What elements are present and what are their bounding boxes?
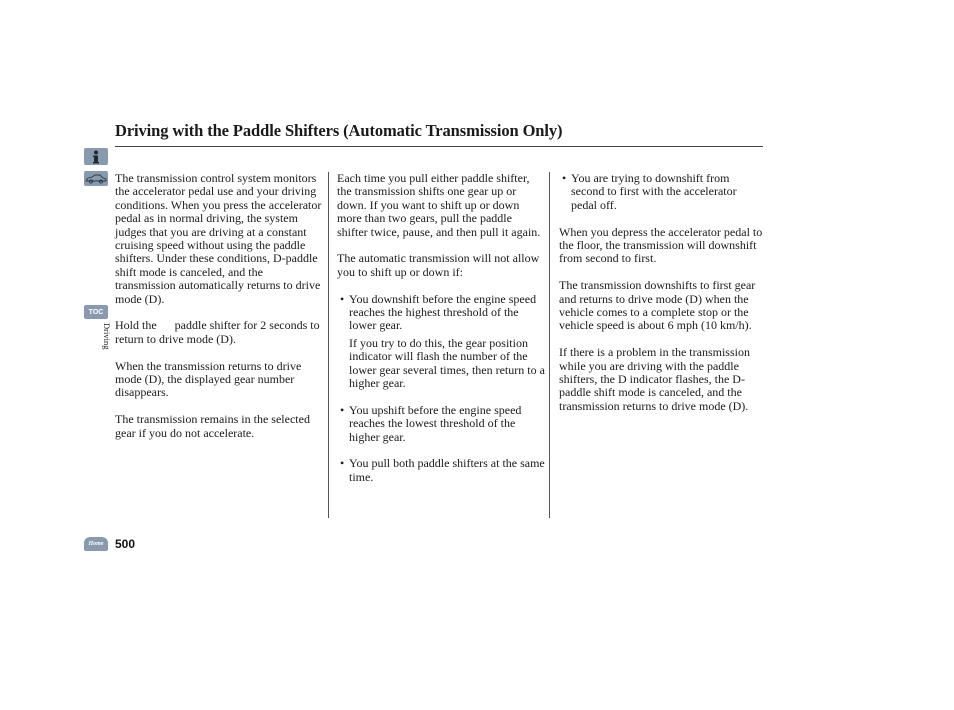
vehicle-index-button[interactable] — [84, 171, 108, 186]
bullet-marker: • — [340, 291, 345, 306]
column-3 — [559, 172, 765, 427]
paragraph: Each time you pull either paddle shifter, the transmission shifts one gear up or down. If you want to shift up or down more than two gears, pull the paddle shifter twice, pause, and then pull it again. — [337, 171, 541, 239]
info-button[interactable] — [84, 148, 108, 165]
paragraph: If there is a problem in the transmission while you are driving with the paddle shifters, the D indicator flashes, the D-paddle shift mode is canceled, and the transmission returns to drive mode (D). — [559, 345, 750, 413]
paragraph: The transmission control system monitors the accelerator pedal use and your driving conditions. When you press the accelerator pedal as in normal driving, the system judges that you are driving at a constant cruising speed without using the paddle shifters. Under these conditions, D-paddle shift mode is canceled, and the transmission automatically returns to drive mode (D). — [115, 171, 322, 306]
bullet-item — [337, 293, 545, 333]
paragraph: The automatic transmission will not allow you to shift up or down if: — [337, 251, 540, 279]
title-rule — [115, 146, 763, 147]
column-divider — [328, 172, 329, 518]
bullet-text: You are trying to downshift from second to first with the accelerator pedal off. — [571, 171, 737, 212]
page-number: 500 — [115, 537, 136, 551]
info-icon — [91, 150, 101, 164]
bullet-item — [337, 404, 545, 444]
paragraph: The transmission downshifts to first gear and returns to drive mode (D) when the vehicle comes to a complete stop or the vehicle speed is about 6 mph (10 km/h). — [559, 278, 756, 333]
toc-button[interactable]: TOC — [84, 305, 108, 319]
bullet-item — [559, 172, 765, 212]
column-divider — [549, 172, 550, 518]
bullet-marker: • — [340, 402, 345, 417]
bullet-marker: • — [340, 456, 345, 471]
section-side-label: Driving — [102, 323, 112, 350]
paragraph: When you depress the accelerator pedal to the floor, the transmission will downshift from second to first. — [559, 224, 763, 266]
bullet-text: You downshift before the engine speed reaches the highest threshold of the lower gear. — [349, 291, 537, 333]
bullet-note: If you try to do this, the gear position indicator will flash the number of the lower gear several times, then return to a higher gear. — [349, 335, 545, 391]
paragraph: The transmission remains in the selected gear if you do not accelerate. — [115, 412, 310, 440]
page-title: Driving with the Paddle Shifters (Automatic Transmission Only) — [115, 121, 563, 140]
paragraph: When the transmission returns to drive mode (D), the displayed gear number disappears. — [115, 358, 302, 400]
text-fragment: paddle shifter for 2 seconds to return to drive mode (D). — [115, 318, 320, 346]
bullet-item — [337, 457, 545, 484]
column-1 — [115, 172, 325, 453]
bullet-marker: • — [562, 171, 567, 185]
paragraph — [115, 319, 325, 346]
bullet-text: You upshift before the engine speed reaches the lowest threshold of the higher gear. — [349, 402, 522, 444]
home-button[interactable]: Home — [84, 537, 108, 551]
column-2 — [337, 172, 545, 498]
text-fragment: Hold the — [115, 318, 157, 333]
bullet-text: You pull both paddle shifters at the same time. — [349, 456, 545, 484]
car-icon — [85, 174, 107, 184]
